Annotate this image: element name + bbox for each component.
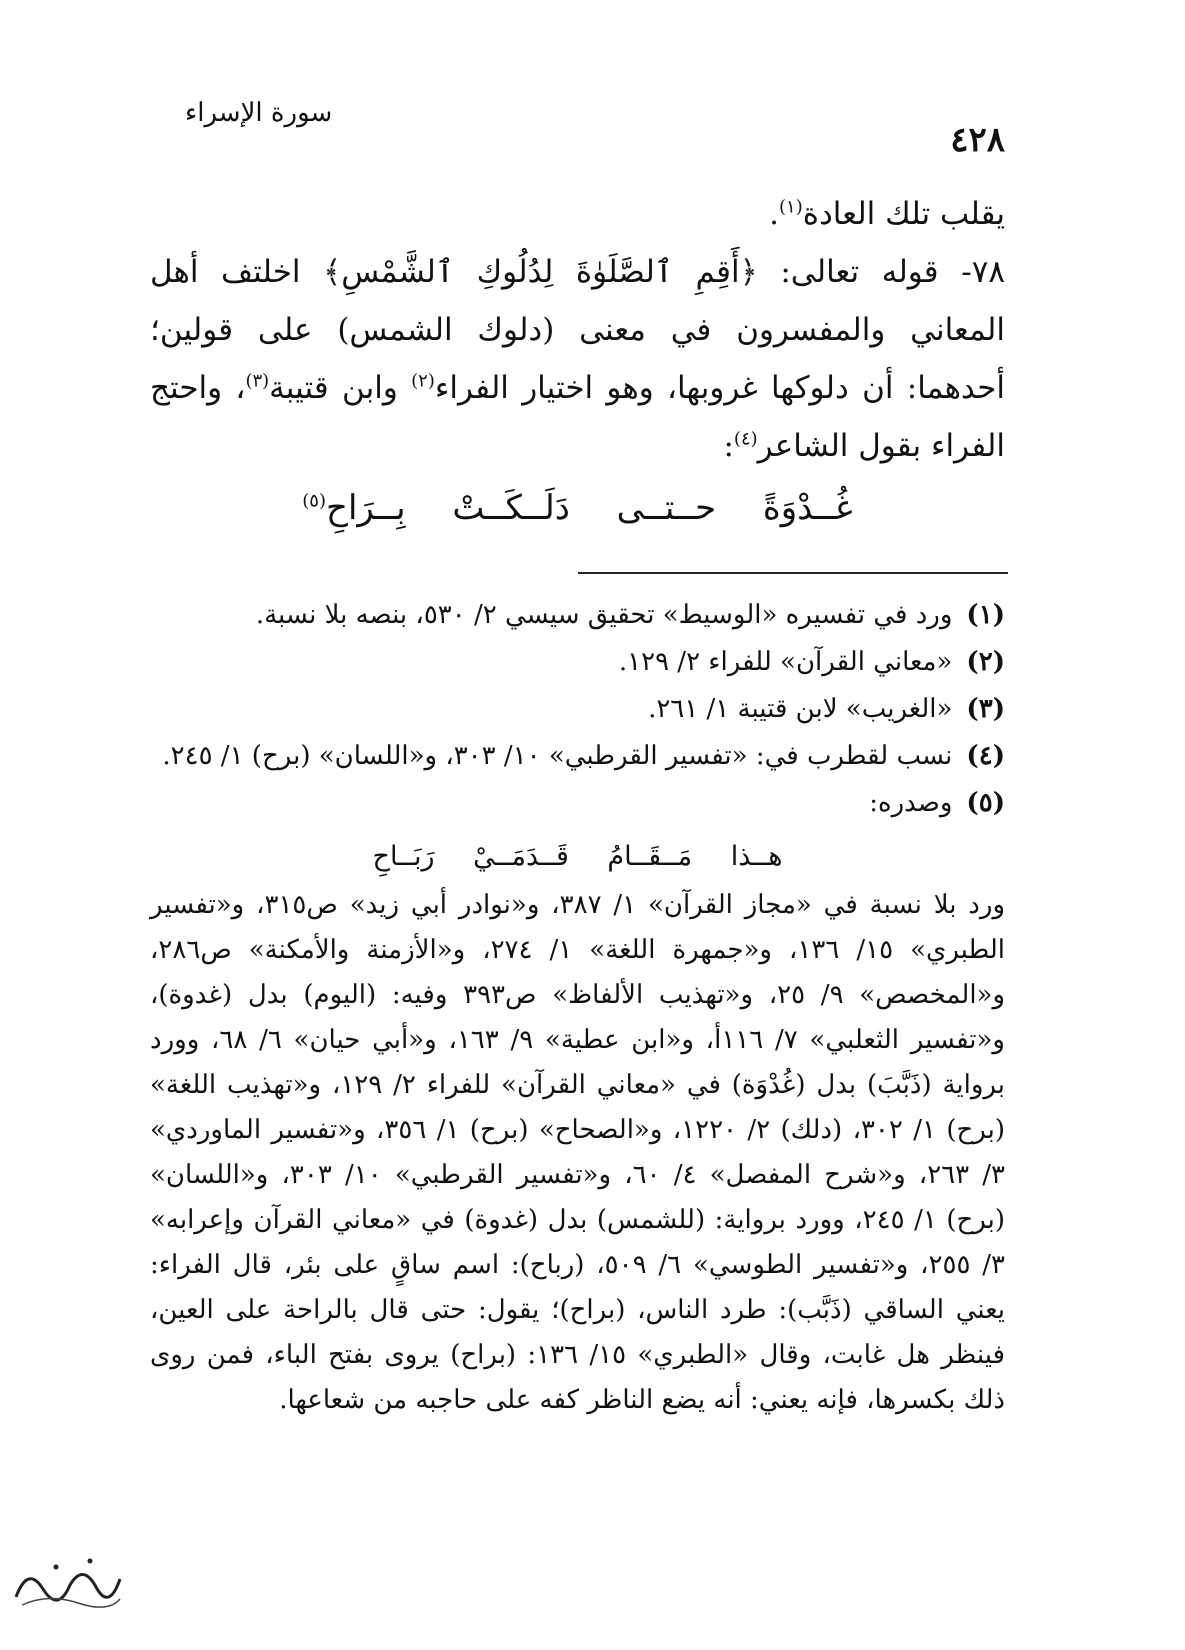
footnote-2 xyxy=(150,639,1005,686)
library-logo-icon xyxy=(8,1545,128,1615)
footnote-text: ورد في تفسيره «الوسيط» تحقيق سيسي ٢/ ٥٣٠، بنصه بلا نسبة. xyxy=(255,600,953,630)
footnote-5 xyxy=(150,780,1005,827)
footnote-ref-4: (٤) xyxy=(733,428,758,450)
text-span: يقلب تلك العادة xyxy=(802,196,1005,232)
footnote-ref-1: (١) xyxy=(779,196,803,218)
footnote-text: نسب لقطرب في: «تفسير القرطبي» ١٠/ ٣٠٣، و«اللسان» (برح) ١/ ٢٤٥. xyxy=(162,741,953,771)
footnote-number: (٣) xyxy=(966,694,1005,724)
verse-text: غُــدْوَةً حــتــى دَلَــكَــتْ بِــرَاحِ xyxy=(326,488,853,528)
footnotes xyxy=(150,592,1005,1423)
footnote-4 xyxy=(150,733,1005,780)
text-span: : xyxy=(723,428,734,464)
poem-verse xyxy=(150,479,1005,537)
footnote-text: «الغريب» لابن قتيبة ١/ ٢٦١. xyxy=(648,694,953,724)
footnote-text: «معاني القرآن» للفراء ٢/ ١٢٩. xyxy=(618,647,953,677)
text-span: ، واحتج الفراء بقول الشاعر xyxy=(150,370,1005,464)
running-title: سورة الإسراء xyxy=(185,98,333,128)
paragraph-1 xyxy=(150,185,1005,243)
footnote-3 xyxy=(150,686,1005,733)
paragraph-2 xyxy=(150,243,1005,475)
text-span: ٧٨- قوله تعالى: ﴿أَقِمِ ٱلصَّلَوٰةَ لِدُلُوكِ ٱلشَّمْسِ﴾ اخلتف أهل المعاني والمفسرون في معنى (دلوك الشمس) على قولين؛ أحدهما: أن دلوكها غروبها، وهو اختيار الفراء xyxy=(150,254,1005,406)
text-span: . xyxy=(769,196,780,232)
footnote-number: (٤) xyxy=(966,741,1005,771)
text-span: وابن قتيبة xyxy=(269,370,412,406)
footnote-text: وصدره: xyxy=(869,788,953,818)
main-text xyxy=(150,185,1005,545)
footnote-divider xyxy=(578,572,1008,574)
footnote-ref-5: (٥) xyxy=(302,490,326,512)
page-header xyxy=(185,98,1005,158)
footnote-ref-3: (٣) xyxy=(245,370,270,392)
footnote-verse: هــذا مَــقَــامُ قَــدَمَــيْ رَبَــاحِ xyxy=(372,841,783,872)
footnote-continuation: ورد بلا نسبة في «مجاز القرآن» ١/ ٣٨٧، و«نوادر أبي زيد» ص٣١٥، و«تفسير الطبري» ١٥/ ١٣٦، و«جمهرة اللغة» ١/ ٢٧٤، و«الأزمنة والأمكنة» ص٢٨٦، و«المخصص» ٩/ ٢٥، و«تهذيب الألفاظ» ص٣٩٣ وفيه: (اليوم) بدل (غدوة)، و«تفسير الثعلبي» ٧/ ١١٦أ، و«ابن عطية» ٩/ ١٦٣، و«أبي حيان» ٦/ ٦٨، وورد برواية (ذَبَّبَ) بدل (غُدْوَة) في «معاني القرآن» للفراء ٢/ ١٢٩، و«تهذيب اللغة» (برح) ١/ ٣٠٢، (دلك) ٢/ ١٢٢٠، و«الصحاح» (برح) ١/ ٣٥٦، و«تفسير الماوردي» ٣/ ٢٦٣، و«شرح المفصل» ٤/ ٦٠، و«تفسير القرطبي» ١٠/ ٣٠٣، و«اللسان» (برح) ١/ ٢٤٥، وورد برواية: (للشمس) بدل (غدوة) في «معاني القرآن وإعرابه» ٣/ ٢٥٥، و«تفسير الطوسي» ٦/ ٥٠٩، (رباح): اسم ساقٍ على بئر، قال الفراء: يعني الساقي (ذَبَّب): طرد الناس، (براح)؛ يقول: حتى قال بالراحة على العين، فينظر هل غابت، وقال «الطبري» ١٥/ ١٣٦: (براح) يروى بفتح الباء، فمن روى ذلك بكسرها، فإنه يعني: أنه يضع الناظر كفه على حاجبه من شعاعها. xyxy=(150,890,1006,1415)
footnote-number: (٥) xyxy=(966,788,1005,818)
footnote-1 xyxy=(150,592,1005,639)
footnote-number: (١) xyxy=(966,600,1005,630)
page-number: ٤٢٨ xyxy=(950,120,1005,160)
footnote-number: (٢) xyxy=(966,647,1005,677)
footnote-ref-2: (٢) xyxy=(411,370,435,392)
